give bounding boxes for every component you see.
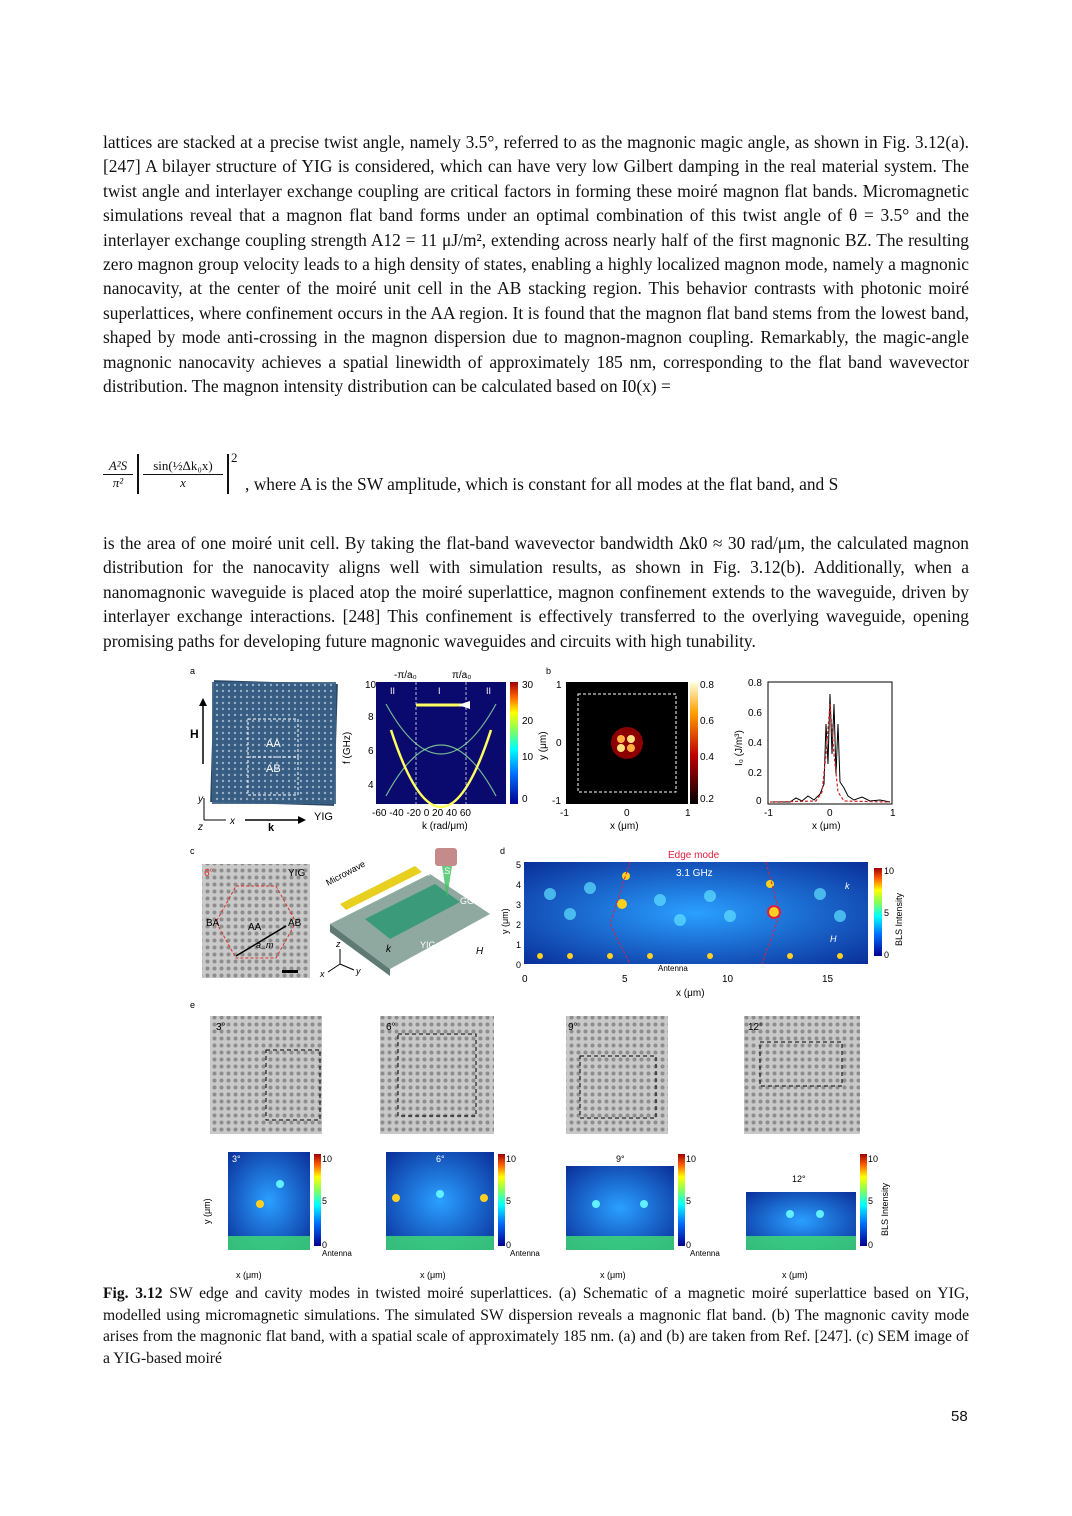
formula-denominator: π² <box>112 475 124 490</box>
ubls-objective <box>435 848 457 866</box>
dispersion-xticks: -60 -40 -20 0 20 40 60 <box>372 808 471 819</box>
cavity-ytick-0: 0 <box>556 738 562 749</box>
sem-9deg-label: 9° <box>568 1022 578 1033</box>
k-label: k <box>268 822 275 834</box>
d-ytick-2: 2 <box>516 920 522 930</box>
sem-9deg <box>566 1016 668 1134</box>
cbar-12deg-mid: 5 <box>868 1196 874 1206</box>
cavity-xtick-1: 1 <box>685 808 691 819</box>
cavity-cbar-04: 0.4 <box>700 752 714 763</box>
d-cbar-5: 5 <box>884 908 890 918</box>
e-cbar-label: BLS Intensity <box>880 1182 890 1236</box>
formula-sinc <box>143 458 223 491</box>
cavity-xtick-0: 0 <box>624 808 630 819</box>
formula-fraction <box>103 458 133 491</box>
h-field-label: H <box>190 727 199 741</box>
top-tick-pos: π/a₀ <box>452 670 472 681</box>
sem-3deg <box>210 1016 322 1134</box>
ubls-label: μBLS <box>428 866 451 876</box>
c-k-label: k <box>386 944 391 955</box>
cbar-6deg <box>498 1154 505 1246</box>
c-yig-label: YIG <box>288 868 306 879</box>
edge-mode-freq: 3.1 GHz <box>676 868 713 879</box>
profile-ytick-04: 0.4 <box>748 738 762 749</box>
profile-xtick-0: 0 <box>827 808 833 819</box>
ab-label: AB <box>266 763 281 775</box>
cbar-6deg-lo: 0 <box>506 1240 512 1250</box>
ytick-4: 4 <box>368 780 374 791</box>
cbar-6deg-hi: 10 <box>506 1154 517 1164</box>
aa-label: AA <box>266 738 281 750</box>
figure-caption <box>103 1283 969 1369</box>
profile-xlabel: x (μm) <box>812 821 841 832</box>
cbar-6deg-mid: 5 <box>506 1196 512 1206</box>
axis-x-label: x <box>230 816 235 827</box>
region-ii-right: II <box>486 686 492 696</box>
cbar-3deg <box>314 1154 321 1246</box>
profile-ytick-0: 0 <box>756 796 762 807</box>
d-h-label: H <box>830 934 837 944</box>
profile-ytick-02: 0.2 <box>748 768 762 779</box>
cbar-3deg-hi: 10 <box>322 1154 333 1164</box>
d-xtick-0: 0 <box>522 974 528 985</box>
d-antenna: Antenna <box>658 964 688 973</box>
profile-ytick-08: 0.8 <box>748 678 762 689</box>
profile-ytick-06: 0.6 <box>748 708 762 719</box>
d-xtick-5: 5 <box>622 974 628 985</box>
cavity-cbar-08: 0.8 <box>700 680 714 691</box>
yig-label-a: YIG <box>314 811 333 823</box>
region-i: I <box>438 686 441 696</box>
formula-tail: , where A is the SW amplitude, which is constant for all modes at the flat band, and S <box>245 474 839 494</box>
cbar-3deg-lo: 0 <box>322 1240 328 1250</box>
c-ba-label: BA <box>206 918 220 929</box>
cavity-cbar-02: 0.2 <box>700 794 714 805</box>
figure-3-12 <box>190 664 910 1284</box>
cbar-9deg <box>678 1154 685 1246</box>
antenna-6deg: Antenna <box>510 1249 540 1258</box>
bls-map-9deg <box>566 1166 674 1250</box>
panel-label-c: c <box>190 846 195 856</box>
c-axis-x <box>328 964 340 972</box>
panel-label-a: a <box>190 666 196 676</box>
sem-6deg-label: 6° <box>386 1022 396 1033</box>
c-axis-y <box>340 964 354 970</box>
cavity-spot <box>611 727 643 759</box>
ggg-label: GGG <box>460 896 482 906</box>
cavity-xlabel: x (μm) <box>610 821 639 832</box>
e-xlabel-12deg: x (μm) <box>782 1270 808 1280</box>
cbar-9deg-mid: 5 <box>686 1196 692 1206</box>
k-arrowhead <box>298 816 306 824</box>
d-cbar-0: 0 <box>884 950 890 960</box>
cbar-3deg-mid: 5 <box>322 1196 328 1206</box>
profile-xtick-1: 1 <box>890 808 896 819</box>
h-field-arrowhead <box>199 698 207 706</box>
dispersion-xlabel: k (rad/μm) <box>422 821 468 832</box>
cbar-20: 20 <box>522 716 534 727</box>
intensity-formula <box>103 450 969 528</box>
d-ytick-3: 3 <box>516 900 522 910</box>
c-axis-z-label: z <box>336 939 341 949</box>
scale-bar-c <box>282 970 298 973</box>
e-xlabel-3deg: x (μm) <box>236 1270 262 1280</box>
caption-label: Fig. 3.12 <box>103 1285 163 1302</box>
body-paragraph-2: is the area of one moiré unit cell. By taking the flat-band wavevector bandwidth Δk0 ≈ 30 rad/μm, the calculated magnon distribution for the nanocavity aligns well with simulation results, as shown in Fig. 3.12(b). Additionally, when a nanomagnonic waveguide is placed atop the moiré superlattice, magnon confinement extends to the waveguide, driven by interlayer exchange interactions. [248] This confinement is effectively transferred to the overlying waveguide, opening promising paths for developing future magnonic waveguides and circuits with high tunability. <box>103 533 969 651</box>
formula-numerator: A²S <box>103 458 133 475</box>
profile-xtick-neg1: -1 <box>764 808 773 819</box>
yig-label-c: YIG <box>420 940 436 950</box>
cbar-12deg-lo: 0 <box>868 1240 874 1250</box>
bls-6deg-label: 6° <box>436 1154 445 1164</box>
e-ylabel: y (μm) <box>202 1198 212 1224</box>
d-ytick-5: 5 <box>516 860 522 870</box>
abs-bar-right <box>227 454 229 494</box>
cbar-0: 0 <box>522 794 528 805</box>
sem-12deg-label: 12° <box>748 1022 764 1033</box>
c-ab-label: AB <box>288 918 302 929</box>
cavity-cbar-06: 0.6 <box>700 716 714 727</box>
d-k-label: k <box>845 881 850 891</box>
top-tick-neg: -π/a₀ <box>394 670 417 681</box>
c-axis-x-label: x <box>320 969 325 979</box>
ytick-6: 6 <box>368 746 374 757</box>
d-ytick-0: 0 <box>516 960 522 970</box>
formula-sin: sin(½Δk₀x) <box>143 458 223 475</box>
d-xlabel: x (μm) <box>676 988 705 999</box>
d-ylabel: y (μm) <box>500 908 510 934</box>
bls-map-12deg <box>746 1192 856 1250</box>
d-ytick-4: 4 <box>516 880 522 890</box>
dispersion-colorbar <box>510 682 518 804</box>
formula-x: x <box>180 475 186 490</box>
profile-ylabel: I₀ (J/m³) <box>734 730 745 766</box>
am-label: a_m <box>256 940 274 950</box>
d-xtick-10: 10 <box>722 974 734 985</box>
d-cbar-label: BLS Intensity <box>894 892 904 946</box>
microwave-label: Microwave <box>324 858 367 888</box>
bls-9deg-label: 9° <box>616 1154 625 1164</box>
c-aa-label: AA <box>248 922 262 933</box>
e-xlabel-9deg: x (μm) <box>600 1270 626 1280</box>
dispersion-ylabel: f (GHz) <box>342 731 353 764</box>
bls-map-3deg <box>228 1152 310 1250</box>
body-paragraph-1: lattices are stacked at a precise twist angle, namely 3.5°, referred to as the magnonic magic angle, as shown in Fig. 3.12(a). [247] A bilayer structure of YIG is considered, which can have very low Gilbert damping in the real material system. The twist angle and interlayer exchange coupling are critical factors in forming these moiré magnon flat bands. Micromagnetic simulations reveal that a magnon flat band forms under an optimal combination of this twist angle of θ = 3.5° and the interlayer exchange coupling strength A12 = 11 μJ/m², extending across nearly half of the first magnonic BZ. The resulting zero magnon group velocity leads to a high density of states, enabling a highly localized magnon mode, namely a magnonic nanocavity, at the center of the moiré unit cell in the AB stacking region. This behavior contrasts with photonic moiré superlattices, where confinement occurs in the AA region. It is found that the magnon flat band stems from the lowest band, shaped by mode anti-crossing in the magnon dispersion due to magnon-magnon coupling. Remarkably, the magic-angle magnonic nanocavity achieves a spatial linewidth of approximately 185 nm, corresponding to the flat band wavevector distribution. The magnon intensity distribution can be calculated based on I0(x) = <box>103 132 969 397</box>
antenna-9deg: Antenna <box>690 1249 720 1258</box>
cbar-30: 30 <box>522 680 534 691</box>
cavity-xtick-neg1: -1 <box>560 808 569 819</box>
d-cbar-10: 10 <box>884 866 895 876</box>
sem-12deg <box>744 1016 860 1134</box>
d-xtick-15: 15 <box>822 974 834 985</box>
cbar-9deg-hi: 10 <box>686 1154 697 1164</box>
c-h-label: H <box>476 946 484 957</box>
edge-mode-title: Edge mode <box>668 850 720 861</box>
cbar-9deg-lo: 0 <box>686 1240 692 1250</box>
antenna-3deg: Antenna <box>322 1249 352 1258</box>
cbar-12deg-hi: 10 <box>868 1154 879 1164</box>
cavity-ytick-neg1: -1 <box>552 796 561 807</box>
formula-exponent: 2 <box>231 450 238 465</box>
bls-3deg-label: 3° <box>232 1154 241 1164</box>
e-xlabel-6deg: x (μm) <box>420 1270 446 1280</box>
panel-label-b: b <box>546 666 552 676</box>
bls-12deg-label: 12° <box>792 1174 806 1184</box>
cbar-12deg <box>860 1154 867 1246</box>
cavity-colorbar <box>690 682 698 804</box>
region-ii-left: II <box>390 686 396 696</box>
cbar-10: 10 <box>522 752 534 763</box>
bls-map-6deg <box>386 1152 494 1250</box>
d-ytick-1: 1 <box>516 940 522 950</box>
d-colorbar <box>874 868 882 956</box>
sem-3deg-label: 3° <box>216 1022 226 1033</box>
ytick-10: 10 <box>365 680 377 691</box>
abs-bar-left <box>137 454 139 494</box>
caption-text: SW edge and cavity modes in twisted moiré superlattices. (a) Schematic of a magnetic moiré superlattice based on YIG, modelled using micromagnetic simulations. The simulated SW dispersion reveals a magnonic flat band. (b) The magnonic cavity mode arises from the magnonic flat band, with a spatial scale of approximately 185 nm. (a) and (b) are taken from Ref. [247]. (c) SEM image of a YIG-based moiré <box>103 1285 969 1367</box>
axis-y-label: y <box>198 794 203 805</box>
panel-label-e: e <box>190 1000 196 1010</box>
cavity-ytick-1: 1 <box>556 680 562 691</box>
ytick-8: 8 <box>368 712 374 723</box>
axis-z-label: z <box>198 822 203 833</box>
c-angle-label: 6° <box>204 868 214 879</box>
cavity-ylabel: y (μm) <box>538 731 549 760</box>
panel-label-d: d <box>500 846 506 856</box>
page-number: 58 <box>951 1408 968 1425</box>
c-axis-y-label: y <box>356 966 361 976</box>
